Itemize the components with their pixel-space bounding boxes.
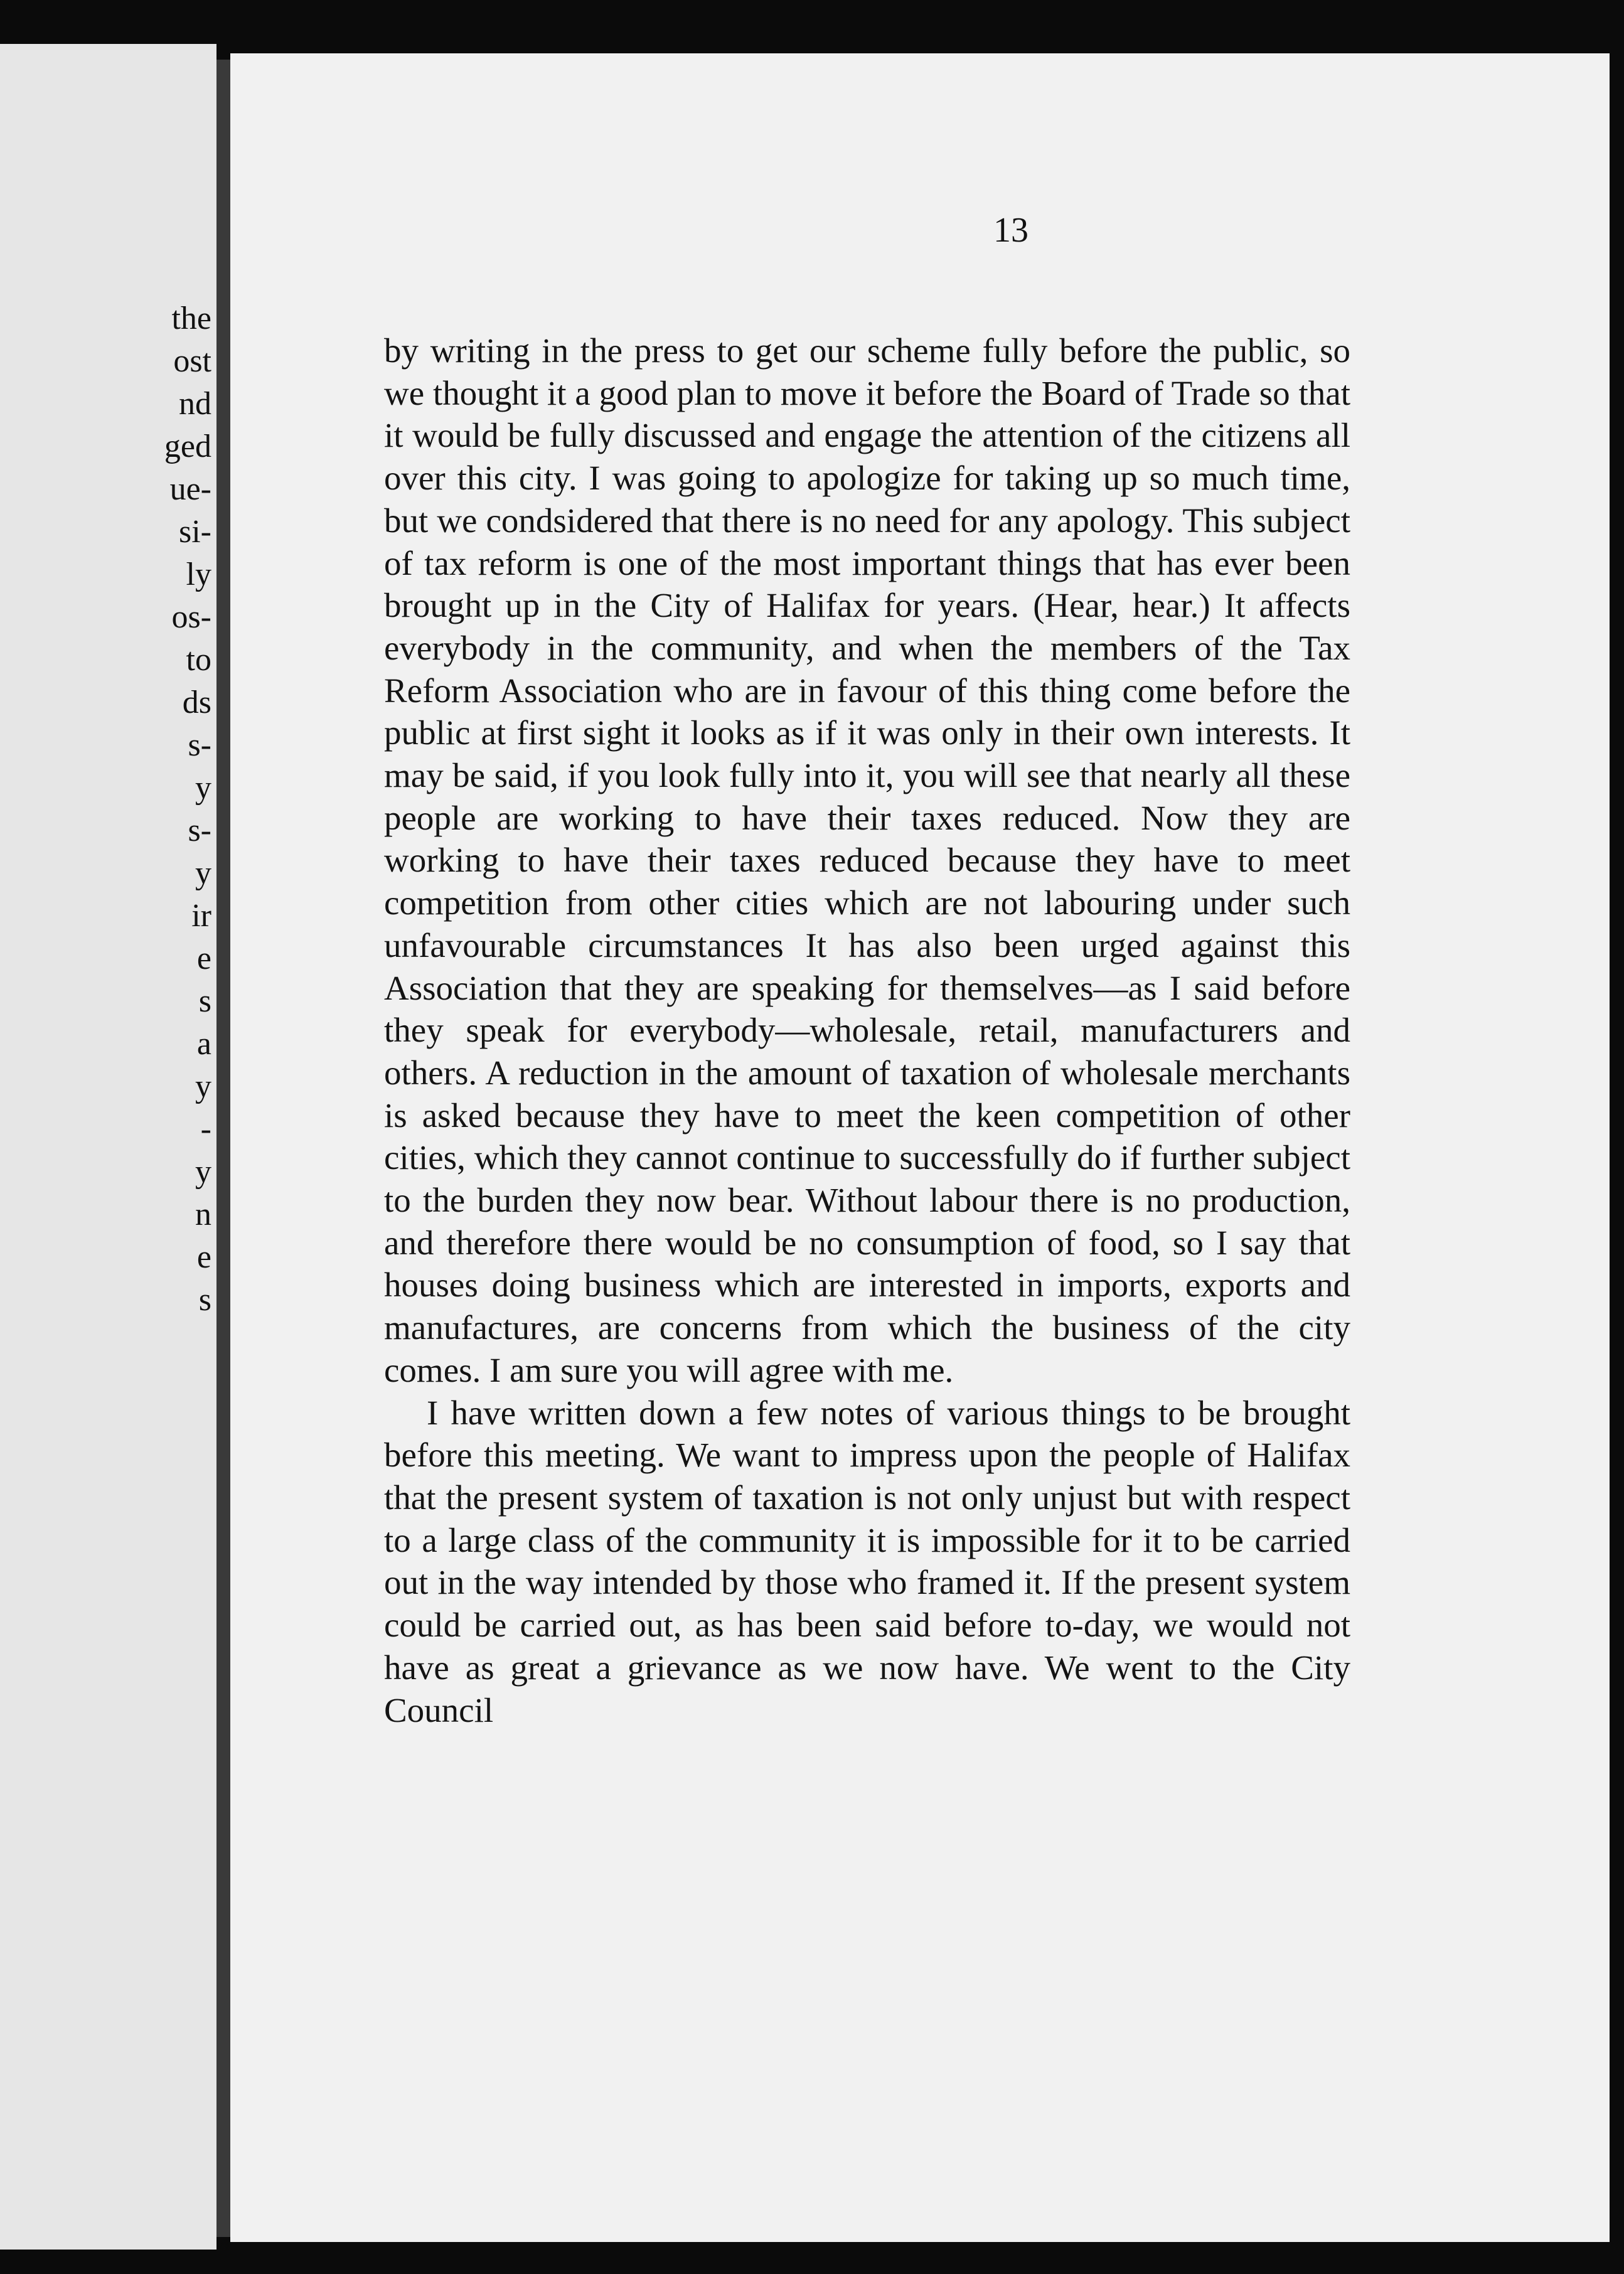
left-page-fragment: s- <box>188 727 211 763</box>
page-number: 13 <box>993 211 1028 250</box>
body-text <box>384 329 1350 1731</box>
left-facing-page <box>0 44 216 2250</box>
left-page-fragment: ged <box>164 429 211 464</box>
left-page-fragment: os- <box>171 599 211 635</box>
paragraph: I have written down a few notes of various things to be brought before this meeting. We want to impress upon the people of Halifax that the present system of taxation is not only unjust but with respect to a large class of the community it is impossible for it to be carried out in the way intended by those who framed it. If the present system could be carried out, as has been said before to-day, we would not have as great a grievance as we now have. We went to the City Council <box>384 1393 1350 1729</box>
left-page-fragment: y <box>195 855 211 891</box>
left-page-fragment: y <box>195 1154 211 1190</box>
left-page-fragment: ds <box>182 685 211 720</box>
left-page-fragment: s <box>198 1282 211 1318</box>
left-page-fragment: e <box>196 941 211 976</box>
left-page-fragment: nd <box>179 386 211 422</box>
left-page-fragment: ly <box>186 557 211 592</box>
left-page-fragment: s <box>198 983 211 1019</box>
left-page-fragment: - <box>200 1111 211 1147</box>
left-page-fragment: to <box>186 642 211 678</box>
book-gutter <box>216 60 230 2237</box>
left-page-fragment: a <box>196 1026 211 1062</box>
left-page-fragment: ost <box>173 343 211 379</box>
paragraph: by writing in the press to get our scheme fully before the public, so we thought it a good plan to move it before the Board of Trade so that it would be fully discussed and engage the attention of the citizens all over this city. I was going to apologize for taking up so much time, but we condsidered that there is no need for any apology. This subject of tax reform is one of the most important things that has ever been brought up in the City of Halifax for years. (Hear, hear.) It affects everybody in the community, and when the members of the Tax Reform Association who are in favour of this thing come before the public at first sight it looks as if it was only in their own interests. It may be said, if you look fully into it, you will see that nearly all these people are working to have their taxes reduced. Now they are working to have their taxes reduced because they have to meet competition from other cities which are not labouring under such unfavourable circumstances It has also been urged against this Association that they are speaking for themselves—as I said before they speak for everybody—wholesale, retail, manufacturers and others. A reduction in the amount of taxation of wholesale merchants is asked because they have to meet the keen competition of other cities, which they cannot continue to successfully do if further subject to the burden they now bear. Without labour there is no production, and therefore there would be no consumption of food, so I say that houses doing business which are interested in imports, exports and manufactures, are concerns from which the business of the city comes. I am sure you will agree with me. <box>384 331 1350 1389</box>
left-page-fragment: ir <box>191 898 211 934</box>
left-page-fragment: y <box>195 770 211 806</box>
left-page-fragment: the <box>171 301 211 336</box>
left-page-fragment: n <box>195 1197 211 1232</box>
left-page-fragment: ue- <box>169 471 211 507</box>
left-page-fragment: y <box>195 1069 211 1104</box>
left-page-fragment: si- <box>179 514 211 550</box>
left-page-fragment: s- <box>188 813 211 848</box>
left-page-fragment: e <box>196 1239 211 1275</box>
right-page <box>230 53 1610 2242</box>
